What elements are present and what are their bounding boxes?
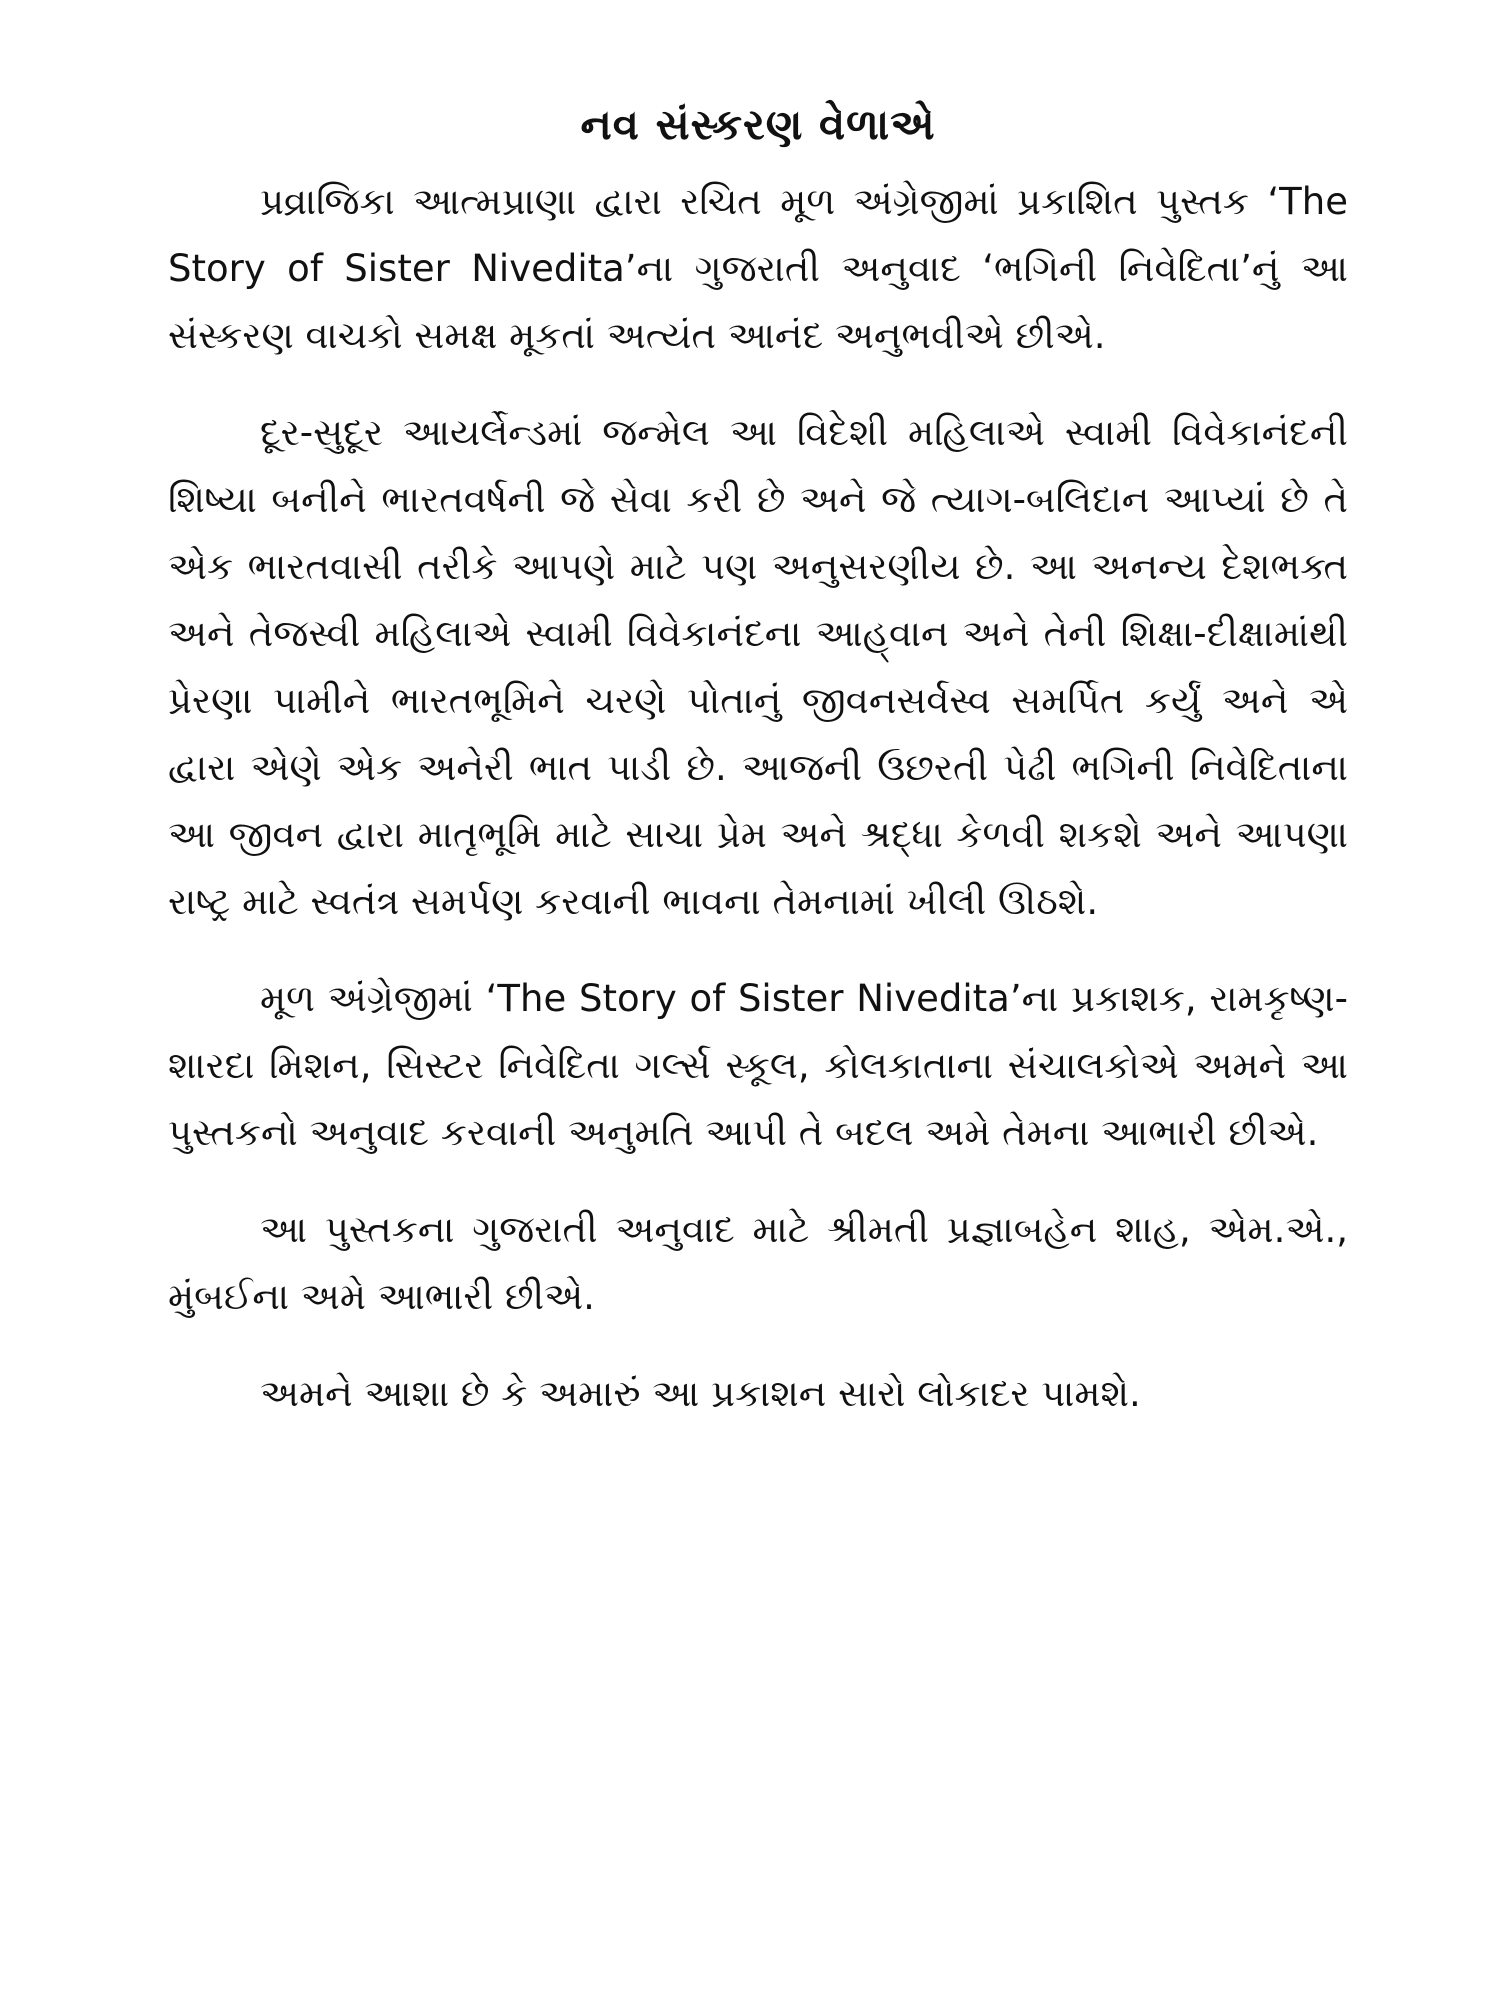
paragraph-2: દૂર-સુદૂર આયર્લેન્ડમાં જન્મેલ આ વિદેશી મહિલાએ સ્વામી વિવેકાનંદની શિષ્યા બનીને ભારતવર્ષની જે સેવા કરી છે અને જે ત્યાગ-બલિદાન આપ્યાં છે તે એક ભારતવાસી તરીકે આપણે માટે પણ અનુસરણીય છે. આ અનન્ય દેશભક્ત અને તેજસ્વી મહિલાએ સ્વામી વિવેકાનંદના આહ્‌વાન અને તેની શિક્ષા-દીક્ષામાંથી પ્રેરણા પામીને ભારતભૂમિને ચરણે પોતાનું જીવનસર્વસ્વ સમર્પિત કર્યું અને એ દ્વારા એણે એક અનેરી ભાત પાડી છે. આજની ઉછરતી પેઢી ભગિની નિવેદિતાના આ જીવન દ્વારા માતૃભૂમિ માટે સાચા પ્રેમ અને શ્રદ્ધા કેળવી શકશે અને આપણા રાષ્ટ્ર માટે સ્વતંત્ર સમર્પણ કરવાની ભાવના તેમનામાં ખીલી ઊઠશે. (168, 411, 1348, 923)
document-page (168, 100, 1348, 1457)
paragraph-1: પ્રવ્રાજિકા આત્મપ્રાણા દ્વારા રચિત મૂળ અંગ્રેજીમાં પ્રકાશિત પુસ્તક ‘The Story of Sister Nivedita’ના ગુજરાતી અનુવાદ ‘ભગિની નિવેદિતા’નું આ સંસ્કરણ વાચકો સમક્ષ મૂકતાં અત્યંત આનંદ અનુભવીએ છીએ. (168, 180, 1348, 357)
page-title: નવ સંસ્કરણ વેળાએ (580, 100, 936, 149)
paragraph-5: અમને આશા છે કે અમારું આ પ્રકાશન સારો લોકાદર પામશે. (260, 1372, 1141, 1415)
paragraph-3: મૂળ અંગ્રેજીમાં ‘The Story of Sister Nivedita’ના પ્રકાશક, રામકૃષ્ણ-શારદા મિશન, સિસ્ટર નિવેદિતા ગર્લ્સ સ્કૂલ, કોલકાતાના સંચાલકોએ અમને આ પુસ્તકનો અનુવાદ કરવાની અનુમતિ આપી તે બદલ અમે તેમના આભારી છીએ. (168, 977, 1348, 1154)
paragraph-4: આ પુસ્તકના ગુજરાતી અનુવાદ માટે શ્રીમતી પ્રજ્ઞાબહેન શાહ, એમ.એ., મુંબઈના અમે આભારી છીએ. (168, 1208, 1348, 1318)
